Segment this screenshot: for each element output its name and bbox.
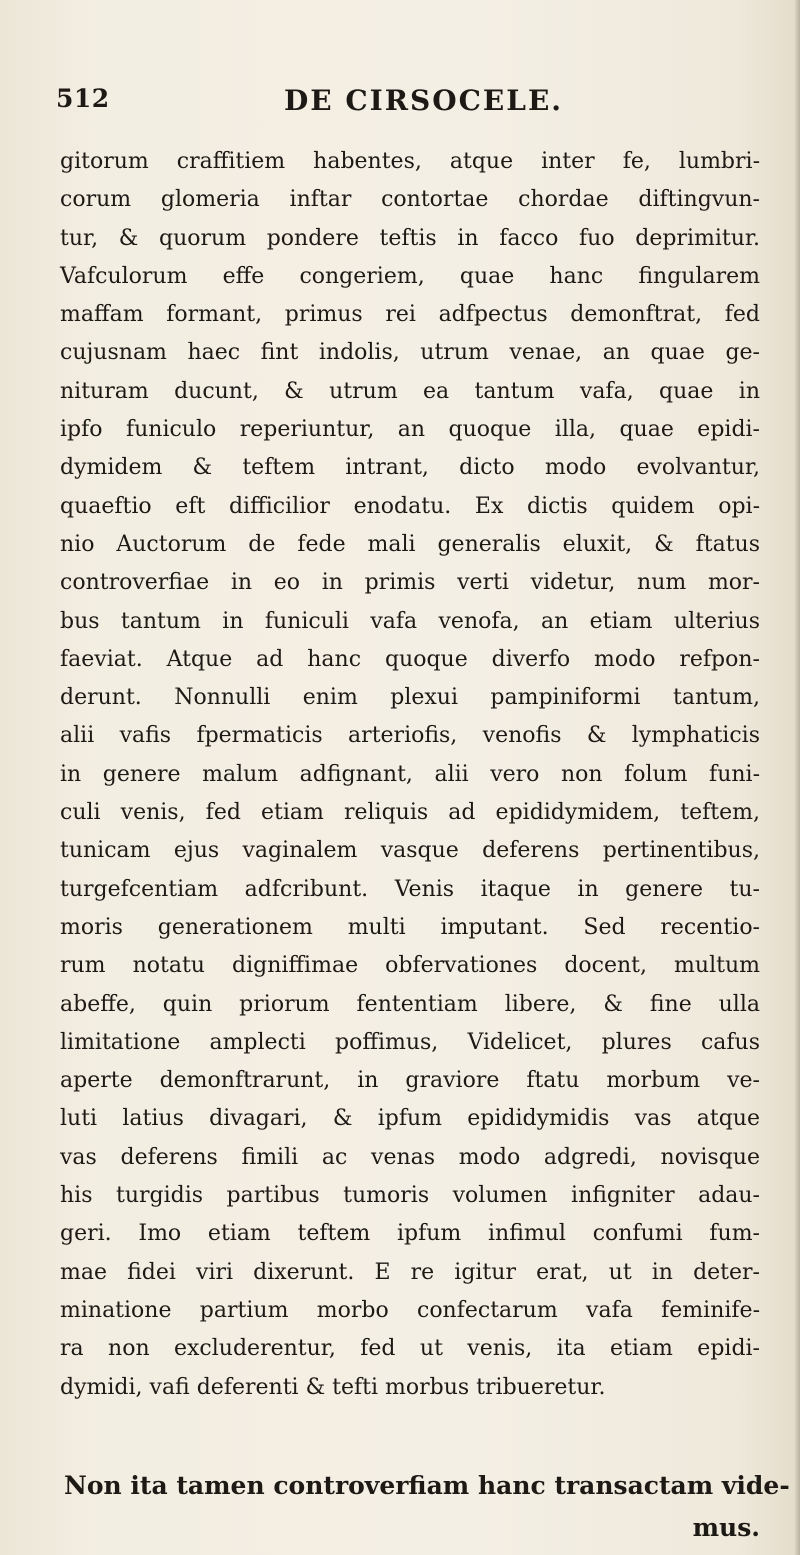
closing-paragraph: [64, 1465, 790, 1549]
text-line: luti latius divagari, & ipfum epididymidis vas atque: [60, 1106, 760, 1132]
text-line: vas deferens fimili ac venas modo adgredi, novisque: [60, 1144, 760, 1170]
main-paragraph: [60, 143, 760, 1407]
text-line: aperte demonftrarunt, in graviore ftatu morbum ve-: [60, 1068, 760, 1094]
text-line: geri. Imo etiam teftem ipfum infimul confumi fum-: [60, 1221, 760, 1247]
closing-line: Non ita tamen controverfiam hanc transactam vide-: [64, 1471, 790, 1500]
text-line: derunt. Nonnulli enim plexui pampiniformi tantum,: [60, 685, 760, 711]
text-line: nituram ducunt, & utrum ea tantum vafa, quae in: [60, 378, 760, 404]
text-line: tunicam ejus vaginalem vasque deferens pertinentibus,: [60, 838, 760, 864]
text-line: corum glomeria inftar contortae chordae diftingvun-: [60, 187, 760, 213]
text-line: in genere malum adfignant, alii vero non folum funi-: [60, 761, 760, 787]
text-line: alii vafis fpermaticis arteriofis, venofis & lymphaticis: [60, 723, 760, 749]
text-line: mae fidei viri dixerunt. E re igitur erat, ut in deter-: [60, 1259, 760, 1285]
text-line: limitatione amplecti poffimus, Videlicet, plures cafus: [60, 1029, 760, 1055]
text-line: dymidem & teftem intrant, dicto modo evolvantur,: [60, 455, 760, 481]
text-line: tur, & quorum pondere teftis in facco fuo deprimitur.: [60, 225, 760, 251]
text-line: faeviat. Atque ad hanc quoque diverfo modo refpon-: [60, 646, 760, 672]
text-line: Vafculorum effe congeriem, quae hanc fingularem: [60, 263, 760, 289]
text-line: cujusnam haec fint indolis, utrum venae, an quae ge-: [60, 340, 760, 366]
text-line: controverfiae in eo in primis verti videtur, num mor-: [60, 570, 760, 596]
text-line: gitorum craffitiem habentes, atque inter fe, lumbri-: [60, 149, 760, 174]
text-line: dymidi, vafi deferenti & tefti morbus tribueretur.: [60, 1374, 606, 1400]
text-line: nio Auctorum de fede mali generalis eluxit, & ftatus: [60, 531, 760, 557]
text-line: ra non excluderentur, fed ut venis, ita etiam epidi-: [60, 1336, 760, 1362]
text-line: minatione partium morbo confectarum vafa feminife-: [60, 1297, 760, 1323]
running-title: DE CIRSOCELE.: [284, 84, 564, 117]
text-line: culi venis, fed etiam reliquis ad epididymidem, teftem,: [60, 800, 760, 826]
text-line: turgefcentiam adfcribunt. Venis itaque in genere tu-: [60, 876, 760, 902]
text-line: ipfo funiculo reperiuntur, an quoque illa, quae epidi-: [60, 417, 760, 443]
text-line: bus tantum in funiculi vafa venofa, an etiam ulterius: [60, 608, 760, 634]
text-line: abeffe, quin priorum fententiam libere, & fine ulla: [60, 991, 760, 1017]
page-header: [56, 84, 756, 124]
text-line: moris generationem multi imputant. Sed recentio-: [60, 914, 760, 940]
page-edge-shadow: [794, 0, 800, 1555]
text-line: quaeftio eft difficilior enodatu. Ex dictis quidem opi-: [60, 493, 760, 519]
closing-line: mus.: [692, 1513, 760, 1542]
text-line: his turgidis partibus tumoris volumen infigniter adau-: [60, 1183, 760, 1209]
text-line: rum notatu digniffimae obfervationes docent, multum: [60, 953, 760, 979]
text-line: maffam formant, primus rei adfpectus demonftrat, fed: [60, 302, 760, 328]
page-number: 512: [56, 84, 110, 113]
